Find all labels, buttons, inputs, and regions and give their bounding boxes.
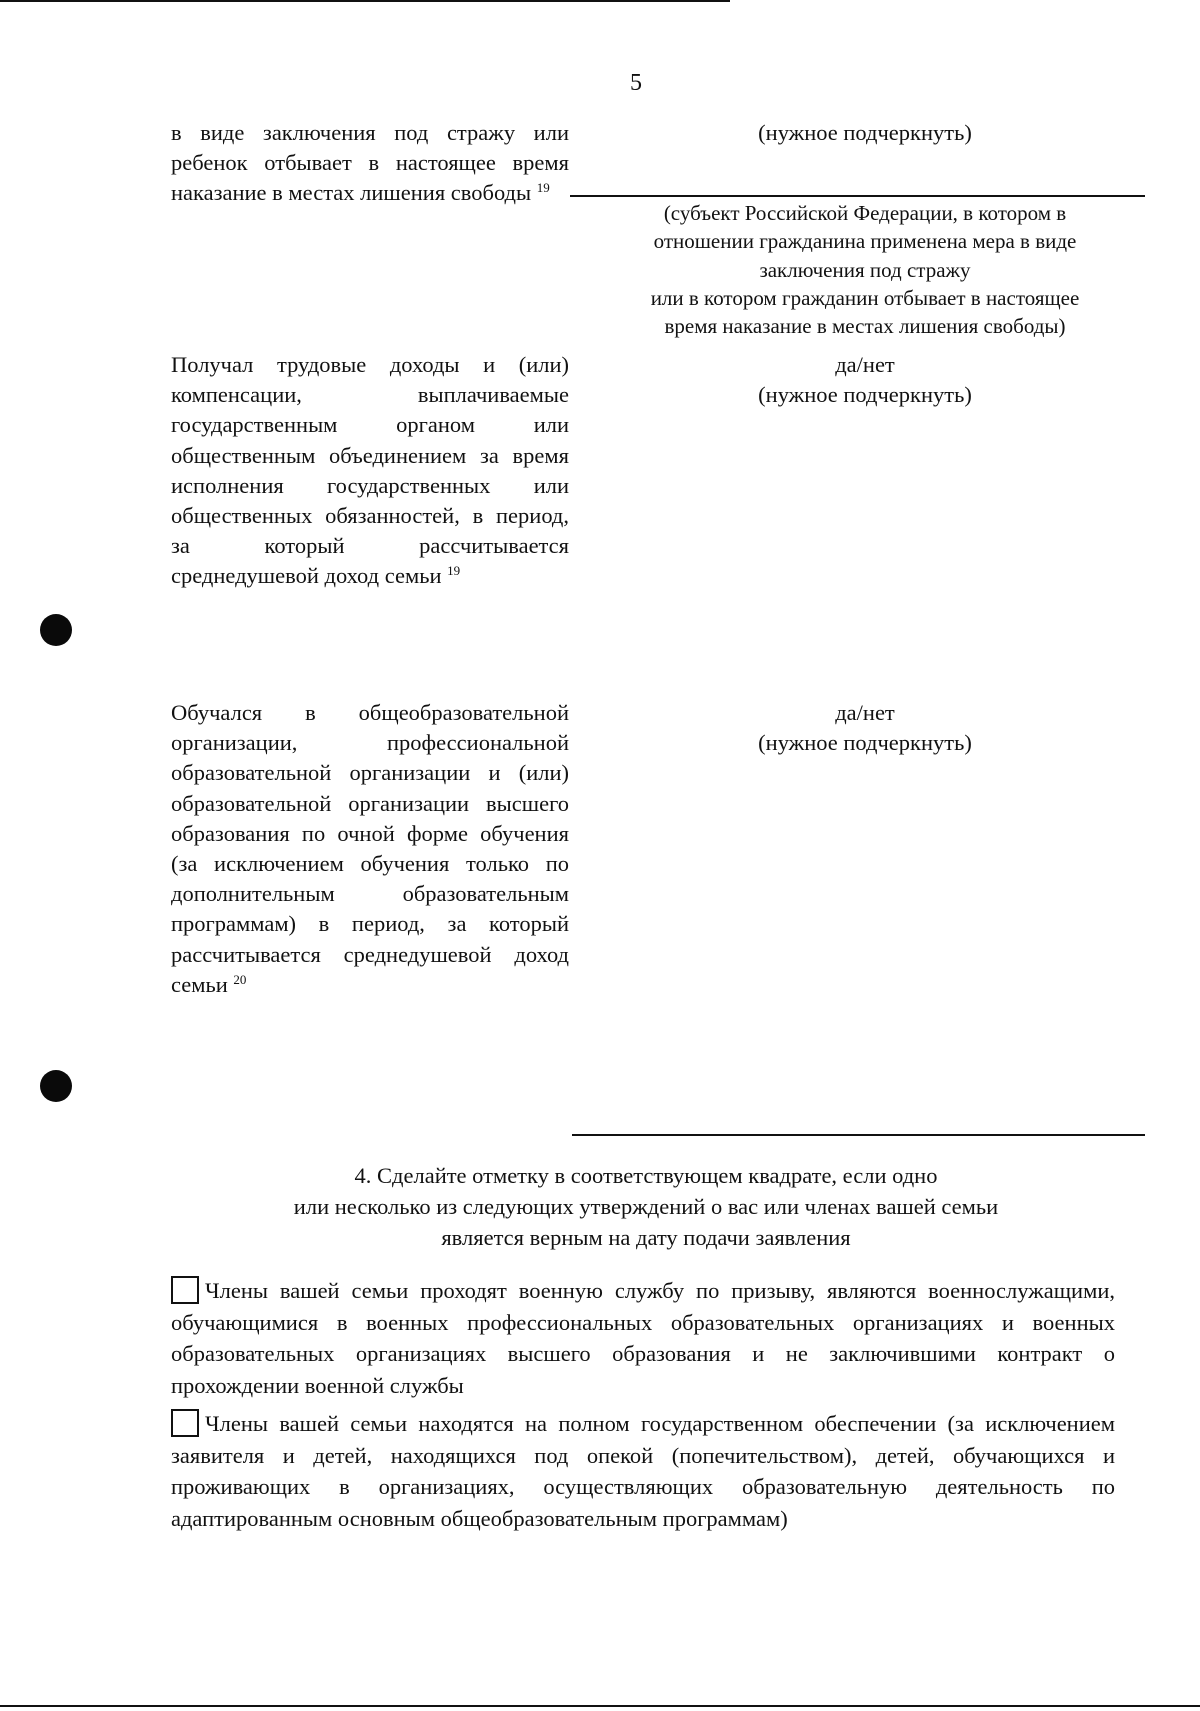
blank-caption xyxy=(585,199,1145,340)
answer-hint: (нужное подчеркнуть) xyxy=(758,382,972,407)
footnote-ref: 20 xyxy=(233,971,247,987)
page-number: 5 xyxy=(630,70,642,96)
footnote-ref: 19 xyxy=(447,563,461,579)
section-divider-line xyxy=(572,1134,1145,1136)
checkbox-label: Члены вашей семьи находятся на полном государственном обеспечении (за исключением заявителя и детей, находящихся под опекой (попечительством), детей, обучающихся и проживающих в организациях, осуществляющих образовательную деятельность по адаптированным основным общеобразовательным программам) xyxy=(171,1411,1115,1531)
checkbox-option-state-support[interactable] xyxy=(171,1408,1115,1534)
punch-hole-mark xyxy=(40,1070,72,1102)
blank-caption-line: время наказание в местах лишения свободы) xyxy=(664,314,1066,339)
yes-no-answer[interactable] xyxy=(585,698,1145,758)
answer-hint: (нужное подчеркнуть) xyxy=(758,120,972,145)
question-text: Обучался в общеобразовательной организации, профессиональной образовательной организации и (или) образовательной организации высшего образования по очной форме обучения (за исключением обучения только по дополнительным образовательным программам) в период, за который рассчитывается среднедушевой доход семьи xyxy=(171,700,569,997)
answer-hint: (нужное подчеркнуть) xyxy=(758,730,972,755)
bottom-edge-line xyxy=(0,1705,1200,1707)
question-income-compensation xyxy=(171,350,569,592)
section-title-line: является верным на дату подачи заявления xyxy=(441,1225,851,1250)
section-title-line: 4. Сделайте отметку в соответствующем квадрате, если одно xyxy=(354,1163,938,1188)
yes-no-label[interactable]: да/нет xyxy=(835,352,895,377)
checkbox-label: Члены вашей семьи проходят военную службу по призыву, являются военнослужащими, обучающимися в военных профессиональных образовательных организациях и военных образовательных организациях высшего образования и не заключившими контракт о прохождении военной службы xyxy=(171,1278,1115,1398)
yes-no-label[interactable]: да/нет xyxy=(835,700,895,725)
blank-caption-line: (субъект Российской Федерации, в котором в xyxy=(663,201,1067,225)
blank-caption-line: или в котором гражданин отбывает в настоящее xyxy=(650,285,1080,310)
answer-blank-line[interactable] xyxy=(570,195,1145,197)
question-text: в виде заключения под стражу или ребенок отбывает в настоящее время наказание в местах лишения свободы xyxy=(171,120,569,206)
question-text: Получал трудовые доходы и (или) компенсации, выплачиваемые государственным органом или общественным объединением за время исполнения государственных или общественных обязанностей, в период, за который рассчитывается среднедушевой доход семьи xyxy=(171,352,569,589)
punch-hole-mark xyxy=(40,614,72,646)
checkbox[interactable] xyxy=(171,1276,199,1304)
footnote-ref: 19 xyxy=(536,180,550,196)
section-4-title xyxy=(171,1160,1121,1253)
checkbox-option-military[interactable] xyxy=(171,1275,1115,1401)
blank-caption-line: отношении гражданина применена мера в виде xyxy=(653,229,1077,254)
question-detention xyxy=(171,118,569,209)
section-title-line: или несколько из следующих утверждений о вас или членах вашей семьи xyxy=(293,1194,999,1219)
question-full-time-study xyxy=(171,698,569,1000)
blank-caption-line: заключения под стражу xyxy=(759,257,971,282)
checkbox[interactable] xyxy=(171,1409,199,1437)
yes-no-answer[interactable] xyxy=(585,350,1145,410)
top-edge-line xyxy=(0,0,730,2)
